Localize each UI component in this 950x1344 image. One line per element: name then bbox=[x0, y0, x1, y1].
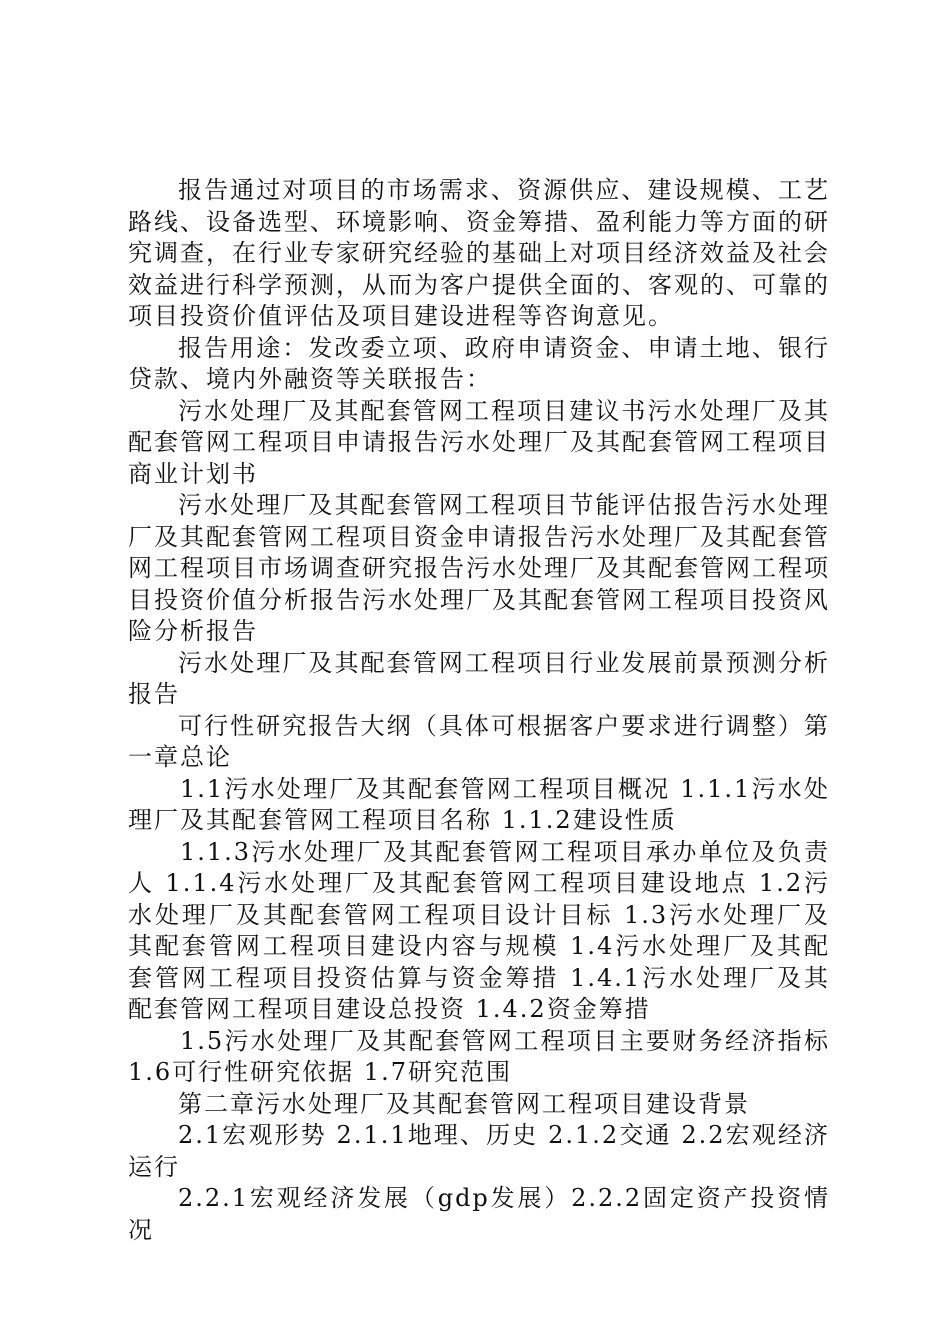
paragraph-summary: 报告通过对项目的市场需求、资源供应、建设规模、工艺路线、设备选型、环境影响、资金筹措、盈利能力等方面的研究调查，在行业专家研究经验的基础上对项目经济效益及社会效益进行科学预测，从而为客户提供全面的、客观的、可靠的项目投资价值评估及项目建设进程等咨询意见。 bbox=[128, 176, 830, 330]
paragraph-section-1-1-3: 1.1.3污水处理厂及其配套管网工程项目承办单位及负责人 1.1.4污水处理厂及其配套管网工程项目建设地点 1.2污水处理厂及其配套管网工程项目设计目标 1.3污水处理厂及其配套管网工程项目建设内容与规模 1.4污水处理厂及其配套管网工程项目投资估算与资金筹措 1.4.1污水处理厂及其配套管网工程项目建设总投资 1.4.2资金筹措 bbox=[128, 837, 830, 1023]
paragraph-section-2-2-1: 2.2.1宏观经济发展（gdp发展）2.2.2固定资产投资情况 bbox=[128, 1184, 830, 1244]
paragraph-section-1-5: 1.5污水处理厂及其配套管网工程项目主要财务经济指标 1.6可行性研究依据 1.7研究范围 bbox=[128, 1026, 830, 1086]
paragraph-related-reports-1: 污水处理厂及其配套管网工程项目建议书污水处理厂及其配套管网工程项目申请报告污水处理厂及其配套管网工程项目商业计划书 bbox=[128, 396, 830, 488]
paragraph-section-1-1: 1.1污水处理厂及其配套管网工程项目概况 1.1.1污水处理厂及其配套管网工程项目名称 1.1.2建设性质 bbox=[128, 774, 830, 834]
paragraph-section-2-1: 2.1宏观形势 2.1.1地理、历史 2.1.2交通 2.2宏观经济运行 bbox=[128, 1121, 830, 1181]
paragraph-outline-intro: 可行性研究报告大纲（具体可根据客户要求进行调整）第一章总论 bbox=[128, 711, 830, 771]
paragraph-usage: 报告用途：发改委立项、政府申请资金、申请土地、银行贷款、境内外融资等关联报告： bbox=[128, 333, 830, 393]
paragraph-related-reports-2: 污水处理厂及其配套管网工程项目节能评估报告污水处理厂及其配套管网工程项目资金申请报告污水处理厂及其配套管网工程项目市场调查研究报告污水处理厂及其配套管网工程项目投资价值分析报告污水处理厂及其配套管网工程项目投资风险分析报告 bbox=[128, 491, 830, 645]
document-page bbox=[128, 175, 830, 1246]
paragraph-related-reports-3: 污水处理厂及其配套管网工程项目行业发展前景预测分析报告 bbox=[128, 648, 830, 708]
paragraph-chapter-2: 第二章污水处理厂及其配套管网工程项目建设背景 bbox=[178, 1089, 750, 1118]
